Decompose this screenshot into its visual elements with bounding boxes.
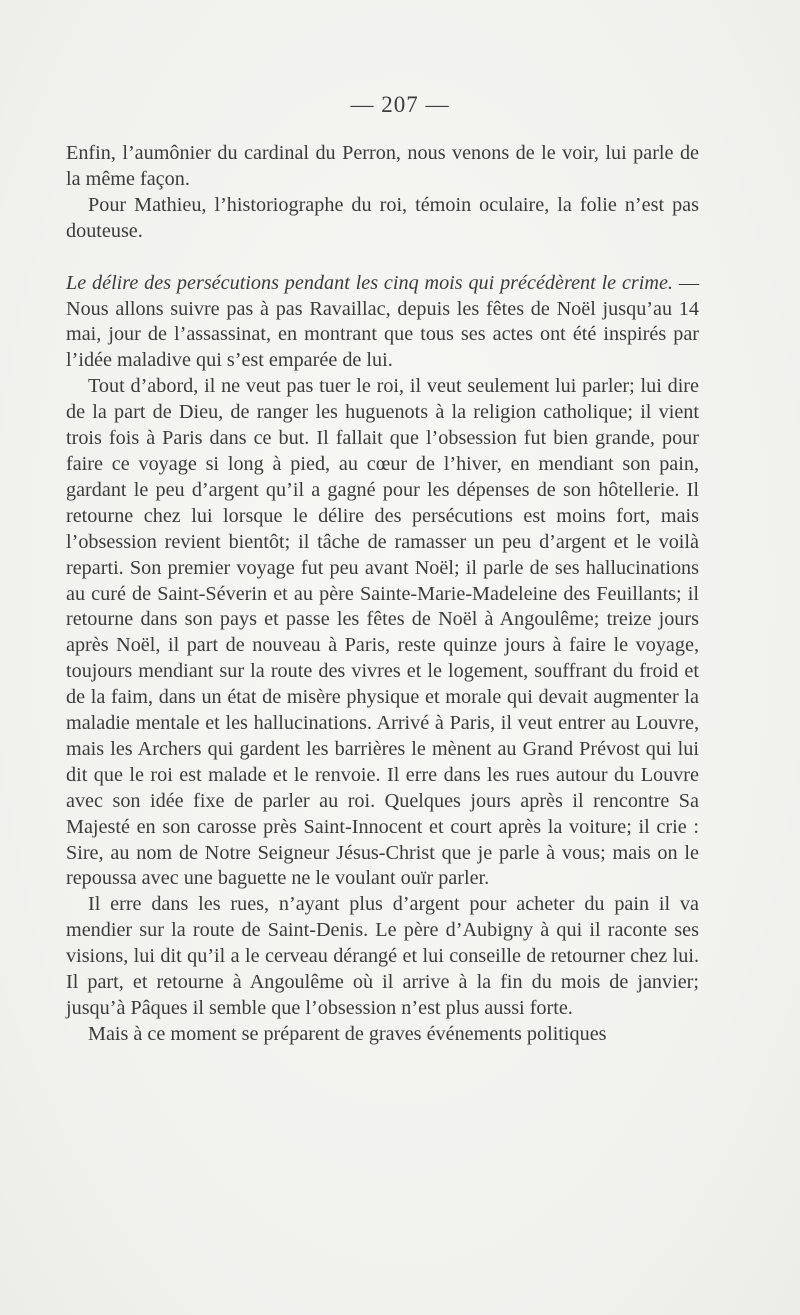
paragraph: Tout d’abord, il ne veut pas tuer le roi, il veut seulement lui parler; lui dire de la part de Dieu, de ranger les huguenots à la religion catholique; il vient trois fois à Paris dans ce but. Il fallait que l’obsession fut bien grande, pour faire ce voyage si long à pied, au cœur de l’hiver, en mendiant son pain, gardant le peu d’argent qu’il a gagné pour les dépenses de son hôtellerie. Il retourne chez lui lorsque le délire des persécutions est moins fort, mais l’obsession revient bientôt; il tâche de ramasser un peu d’argent et le voilà reparti. Son premier voyage fut peu avant Noël; il parle de ses hallucinations au curé de Saint-Séverin et au père Sainte-Marie-Madeleine des Feuillants; il retourne dans son pays et passe les fêtes de Noël à Angoulême; treize jours après Noël, il part de nouveau à Paris, reste quinze jours à faire le voyage, toujours mendiant sur la route des vivres et le logement, souffrant du froid et de la faim, dans un état de misère physique et morale qui devait augmenter la maladie mentale et les hallucinations. Arrivé à Paris, il veut entrer au Louvre, mais les Archers qui gardent les barrières le mènent au Grand Prévost qui lui dit que le roi est malade et le renvoie. Il erre dans les rues autour du Louvre avec son idée fixe de parler au roi. Quelques jours après il rencontre Sa Majesté en son carosse près Saint-Innocent et court après la voiture; il crie : Sire, au nom de Notre Seigneur Jésus-Christ que je parle à vous; mais on le repoussa avec une baguette ne le voulant ouïr parler. (66, 375, 699, 890)
paragraph: Pour Mathieu, l’historiographe du roi, témoin oculaire, la folie n’est pas douteuse. (66, 193, 699, 242)
paragraph: Mais à ce moment se préparent de graves événements politiques (88, 1022, 607, 1045)
paragraph: Il erre dans les rues, n’ayant plus d’argent pour acheter du pain il va mendier sur la route de Saint-Denis. Le père d’Aubigny à qui il raconte ses visions, lui dit qu’il a le cerveau dérangé et lui conseille de retourner chez lui. Il part, et retourne à Angoulême où il arrive à la fin du mois de janvier; jusqu’à Pâques il semble que l’obsession n’est plus aussi forte. (66, 893, 699, 1019)
page-body (66, 141, 699, 1048)
page-number: — 207 — (350, 92, 450, 117)
section-paragraph (66, 271, 699, 375)
paragraph: Enfin, l’aumônier du cardinal du Perron, nous venons de le voir, lui parle de la même façon. (66, 142, 699, 190)
section-title: Le délire des persécutions pendant les cinq mois qui précédèrent le crime. (66, 271, 673, 294)
section-body: — Nous allons suivre pas à pas Ravaillac, depuis les fêtes de Noël jusqu’au 14 mai, jour de l’assassinat, en montrant que tous ses actes ont été inspirés par l’idée maladive qui s’est emparée de lui. (66, 271, 699, 372)
